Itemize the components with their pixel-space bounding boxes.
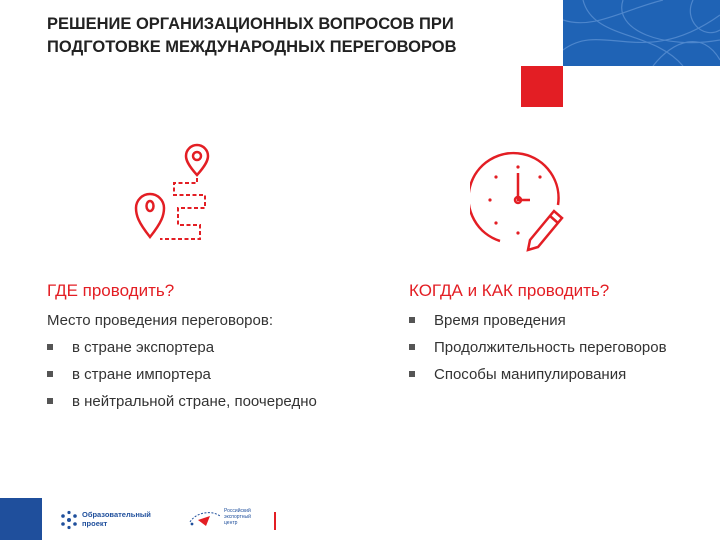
map-route-icon bbox=[130, 140, 220, 250]
list-item: в стране экспортера bbox=[47, 338, 377, 357]
where-heading: ГДЕ проводить? bbox=[47, 281, 175, 300]
clock-pencil-icon bbox=[470, 145, 570, 255]
timing-list bbox=[409, 311, 709, 384]
when-how-heading: КОГДА и КАК проводить? bbox=[409, 281, 610, 300]
logo1-text: Образовательный проект bbox=[82, 510, 151, 528]
list-item: Время проведения bbox=[409, 311, 709, 330]
timing-section bbox=[409, 311, 709, 392]
list-item: в стране импортера bbox=[47, 365, 377, 384]
footer-blue-block bbox=[0, 498, 42, 540]
list-item: Продолжительность переговоров bbox=[409, 338, 709, 357]
list-item: Способы манипулирования bbox=[409, 365, 709, 384]
footer-separator bbox=[274, 512, 276, 530]
list-item: в нейтральной стране, поочередно bbox=[47, 392, 377, 411]
decorative-blue-pattern bbox=[563, 0, 720, 66]
venue-list bbox=[47, 338, 377, 411]
globe-logo-icon bbox=[58, 509, 80, 531]
slide-title: РЕШЕНИЕ ОРГАНИЗАЦИОННЫХ ВОПРОСОВ ПРИ ПОДГОТОВКЕ МЕЖДУНАРОДНЫХ ПЕРЕГОВОРОВ bbox=[47, 15, 457, 56]
decorative-red-square bbox=[521, 66, 563, 107]
venue-intro: Место проведения переговоров: bbox=[47, 312, 273, 329]
logo2-text: Российский экспортный центр bbox=[224, 508, 251, 526]
venue-section bbox=[47, 311, 377, 419]
export-center-logo-icon bbox=[188, 508, 222, 530]
